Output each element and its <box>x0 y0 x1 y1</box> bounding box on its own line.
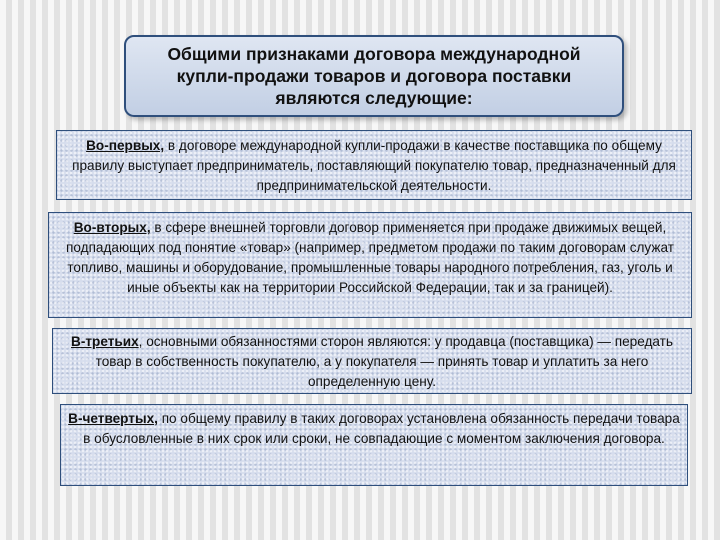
point-second-lead: Во-вторых, <box>73 220 151 235</box>
point-second-text: в сфере внешней торговли договор применяется при продаже движимых вещей, подпадающих под понятие «товар» (например, предметом продажи по таким договорам служат топливо, машины и оборудование, промышленные товары народного потребления, газ, уголь и иные объекты как на территории Российской Федерации, так и за границей). <box>66 220 674 295</box>
point-fourth-text: по общему правилу в таких договорах установлена обязанность передачи товара в обусловленные в них срок или сроки, не совпадающие с моментом заключения договора. <box>83 411 680 446</box>
point-third-lead: В-третьих <box>71 334 139 349</box>
point-first-lead: Во-первых, <box>86 138 165 153</box>
point-fourth-lead: В-четвертых, <box>68 411 158 426</box>
title-box <box>124 35 624 117</box>
slide-title: Общими признаками договора международной купли-продажи товаров и договора поставки являются следующие: <box>167 44 581 108</box>
point-third-text: , основными обязанностями сторон являются: у продавца (поставщика) — передать товар в собственность покупателю, а у покупателя — принять товар и уплатить за него определенную цену. <box>95 334 673 389</box>
point-fourth-box <box>60 404 688 486</box>
point-first-text: в договоре международной купли-продажи в качестве поставщика по общему правилу выступает предприниматель, поставляющий покупателю товар, предназначенный для предпринимательской деятельности. <box>72 138 676 193</box>
point-first-box <box>56 130 692 200</box>
point-second-box <box>48 212 692 318</box>
point-third-box <box>52 328 692 394</box>
